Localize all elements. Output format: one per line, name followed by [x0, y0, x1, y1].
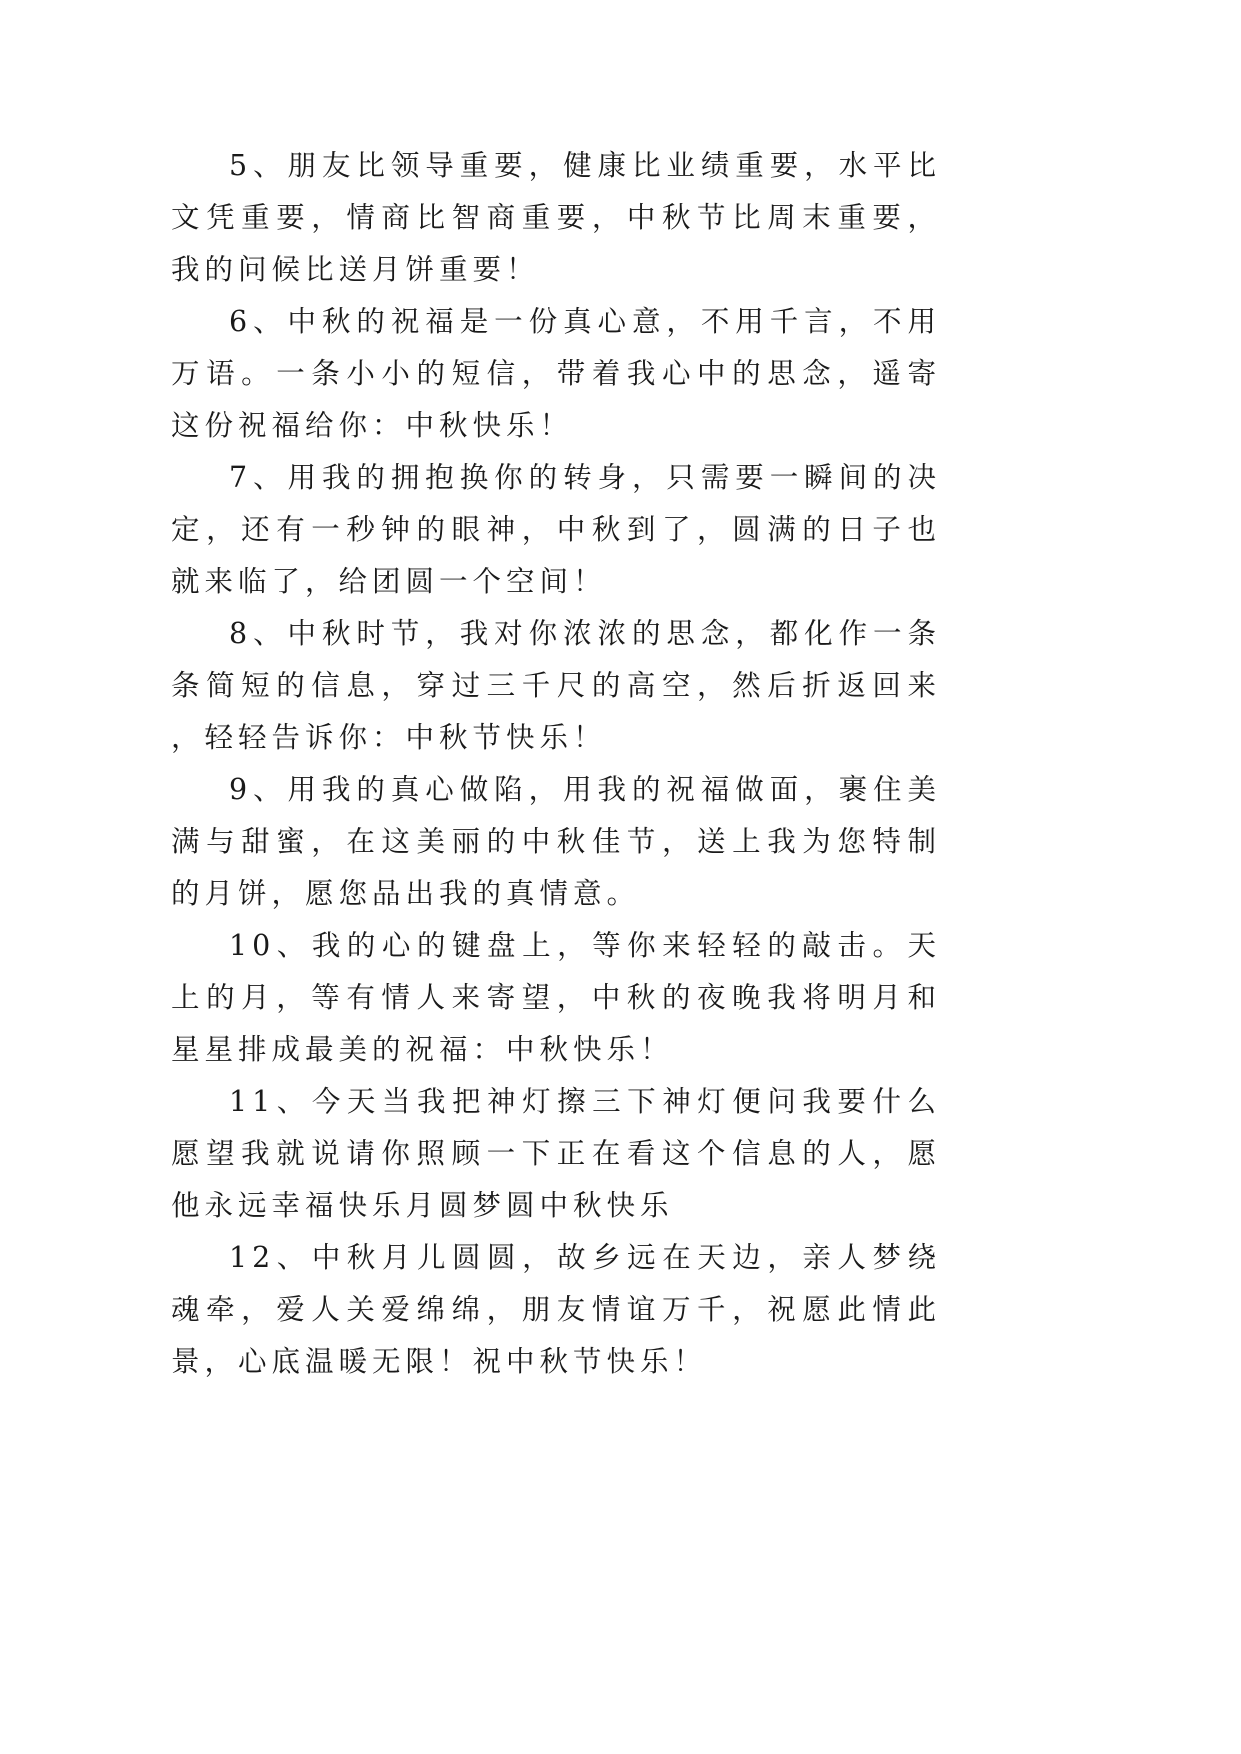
paragraph-9: 9、用我的真心做陷，用我的祝福做面，裹住美满与甜蜜，在这美丽的中秋佳节，送上我为您特制的月饼，愿您品出我的真情意。 — [171, 773, 941, 910]
paragraph-10: 10、我的心的键盘上，等你来轻轻的敲击。天上的月，等有情人来寄望，中秋的夜晚我将明月和星星排成最美的祝福：中秋快乐！ — [171, 929, 941, 1066]
paragraph-5: 5、朋友比领导重要，健康比业绩重要，水平比文凭重要，情商比智商重要，中秋节比周末重要，我的问候比送月饼重要！ — [171, 149, 941, 286]
document-body — [171, 140, 941, 1388]
paragraph-11: 11、今天当我把神灯擦三下神灯便问我要什么愿望我就说请你照顾一下正在看这个信息的人，愿他永远幸福快乐月圆梦圆中秋快乐 — [171, 1085, 941, 1222]
paragraph-6: 6、中秋的祝福是一份真心意，不用千言，不用万语。一条小小的短信，带着我心中的思念，遥寄这份祝福给你：中秋快乐！ — [171, 305, 941, 442]
paragraph-12: 12、中秋月儿圆圆，故乡远在天边，亲人梦绕魂牵，爱人关爱绵绵，朋友情谊万千，祝愿此情此景，心底温暖无限！祝中秋节快乐！ — [171, 1241, 941, 1378]
paragraph-8: 8、中秋时节，我对你浓浓的思念，都化作一条条简短的信息，穿过三千尺的高空，然后折返回来，轻轻告诉你：中秋节快乐！ — [171, 617, 941, 754]
paragraph-7: 7、用我的拥抱换你的转身，只需要一瞬间的决定，还有一秒钟的眼神，中秋到了，圆满的日子也就来临了，给团圆一个空间！ — [171, 461, 941, 598]
